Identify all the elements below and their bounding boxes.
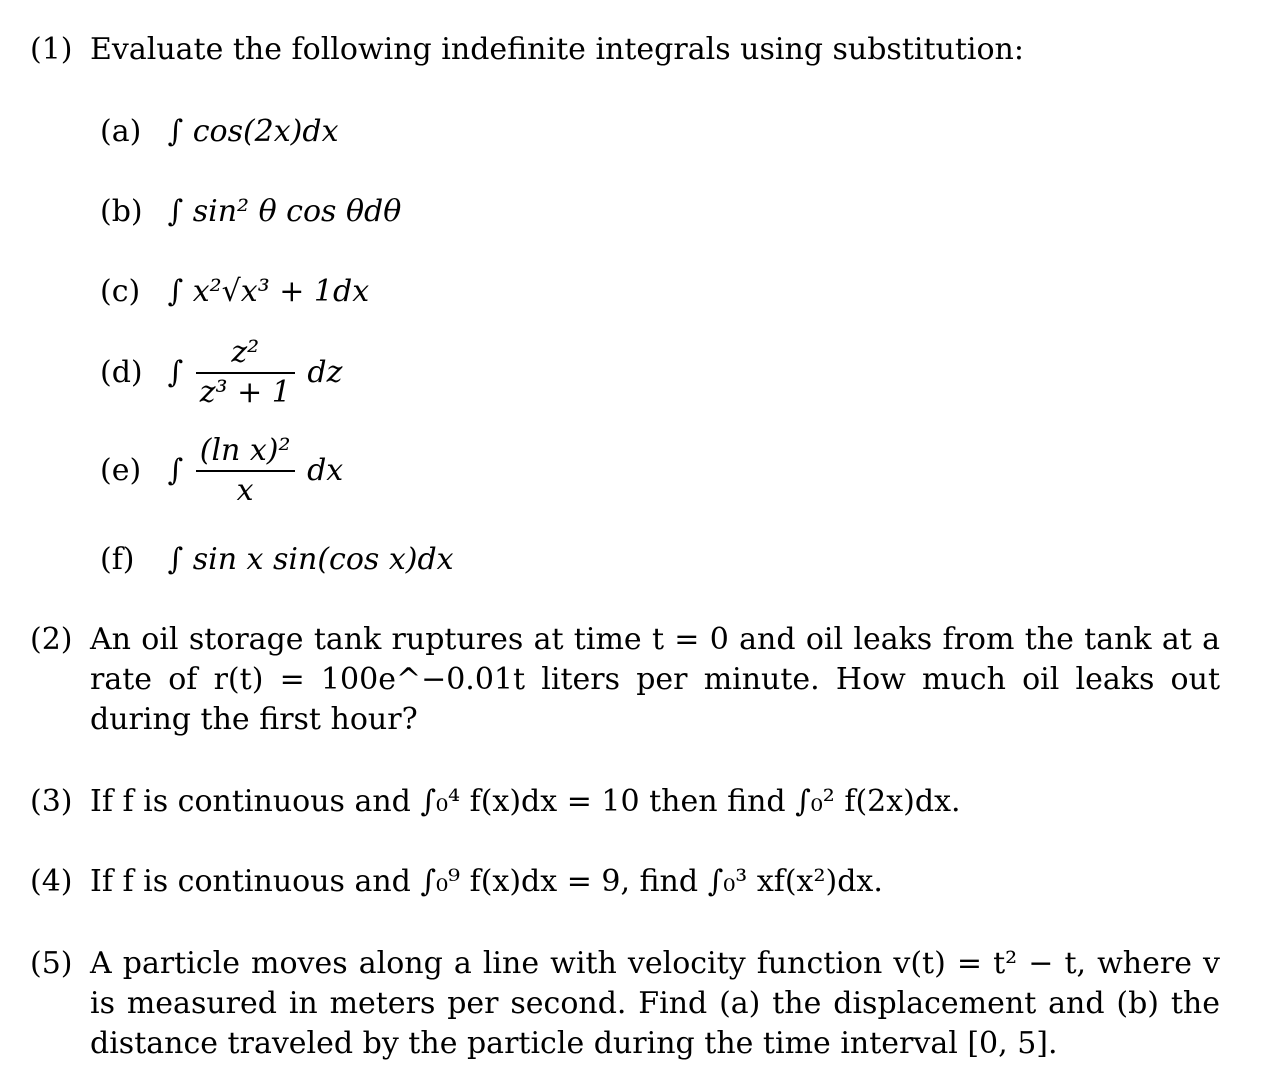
subproblem-e [100,432,343,510]
problem-text: An oil storage tank ruptures at time t = 0 and oil leaks from the tank at a rate of r(t) = 100e^−0.01t liters per minute. How much oil leaks out during the first hour? [90,622,1220,737]
subproblem-a [100,112,339,152]
problem-1 [30,30,1220,70]
integral-expression: ∫ cos(2x)dx [167,114,339,149]
problem-number: (1) [30,32,73,67]
subproblem-d [100,334,342,412]
problem-5 [30,944,1220,1064]
subproblem-f [100,540,454,580]
problem-3 [30,782,1220,822]
subproblem-label: (a) [100,114,142,149]
subproblem-label: (b) [100,194,143,229]
problem-number: (5) [30,946,73,981]
fraction [196,432,295,510]
subproblem-label: (e) [100,453,142,488]
problem-number: (4) [30,864,73,899]
problem-4 [30,862,1220,902]
differential: dz [307,355,343,390]
problem-text: If f is continuous and ∫₀⁹ f(x)dx = 9, find ∫₀³ xf(x²)dx. [90,864,883,899]
integral-sign: ∫ [167,355,184,390]
problem-number: (3) [30,784,73,819]
problem-text: Evaluate the following indefinite integrals using substitution: [90,32,1024,67]
integral-expression: ∫ sin x sin(cos x)dx [167,542,454,577]
differential: dx [307,453,344,488]
integral-sign: ∫ [167,453,184,488]
problem-number: (2) [30,622,73,657]
subproblem-c [100,272,369,312]
integral-expression: ∫ sin² θ cos θdθ [167,194,402,229]
integral-expression: ∫ x²√x³ + 1dx [167,274,370,309]
fraction [196,334,295,412]
denominator: x [196,470,295,510]
denominator: z³ + 1 [196,372,295,412]
problem-2 [30,620,1220,740]
subproblem-label: (f) [100,542,135,577]
problem-text: If f is continuous and ∫₀⁴ f(x)dx = 10 then find ∫₀² f(2x)dx. [90,784,961,819]
subproblem-b [100,192,401,232]
problem-text: A particle moves along a line with velocity function v(t) = t² − t, where v is measured in meters per second. Find (a) the displacement and (b) the distance traveled by the particle during the time interval [0, 5]. [90,946,1220,1061]
numerator: (ln x)² [199,433,291,468]
numerator: z² [231,335,260,370]
subproblem-label: (d) [100,355,143,390]
subproblem-label: (c) [100,274,141,309]
